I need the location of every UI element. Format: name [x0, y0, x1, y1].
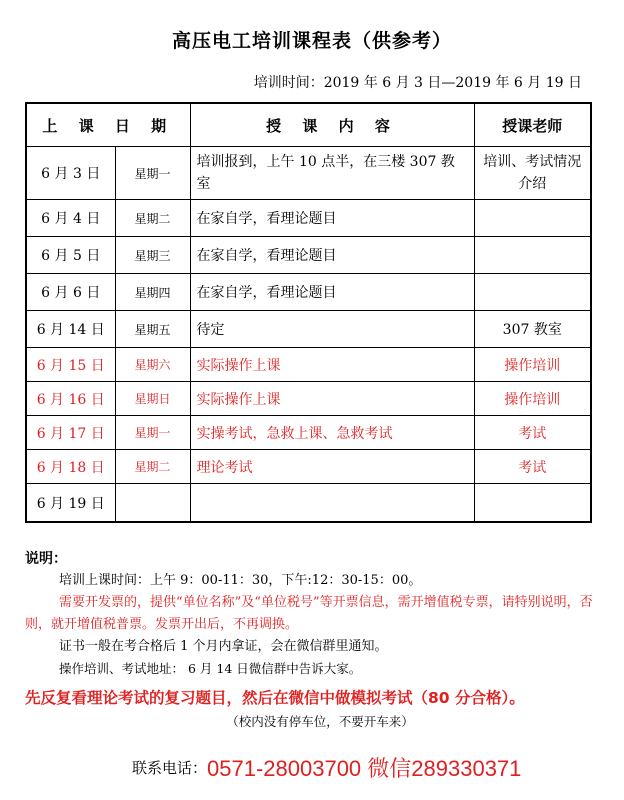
row-weekday: 星期二 [115, 450, 190, 484]
row-teacher: 操作培训 [474, 382, 591, 416]
row-date: 6 月 16 日 [26, 382, 115, 416]
row-weekday: 星期四 [115, 274, 190, 311]
row-date: 6 月 5 日 [26, 237, 115, 274]
table-row [26, 450, 591, 484]
row-date: 6 月 6 日 [26, 274, 115, 311]
header-teacher: 授课老师 [474, 103, 591, 147]
table-row [26, 382, 591, 416]
row-date: 6 月 14 日 [26, 311, 115, 348]
row-content: 在家自学，看理论题目 [190, 237, 474, 274]
row-weekday: 星期一 [115, 147, 190, 200]
row-teacher [474, 200, 591, 237]
row-weekday: 星期三 [115, 237, 190, 274]
table-row [26, 311, 591, 348]
table-row [26, 348, 591, 382]
page-title: 高压电工培训课程表（供参考） [171, 30, 452, 52]
note-certificate: 证书一般在考合格后 1 个月内拿证，会在微信群里通知。 [59, 639, 388, 654]
row-weekday [115, 484, 190, 523]
table-header-row [26, 103, 591, 147]
table-row [26, 274, 591, 311]
row-content: 培训报到，上午 10 点半，在三楼 307 教室 [190, 147, 474, 200]
table-row [26, 416, 591, 450]
notes-section [25, 548, 615, 733]
row-date: 6 月 4 日 [26, 200, 115, 237]
row-teacher: 考试 [474, 450, 591, 484]
header-content: 授 课 内 容 [190, 103, 474, 147]
row-weekday: 星期二 [115, 200, 190, 237]
row-weekday: 星期六 [115, 348, 190, 382]
notes-heading: 说明： [25, 551, 67, 567]
note-class-time: 培训上课时间：上午 9：00-11：30，下午:12：30-15：00。 [59, 573, 422, 588]
row-content: 理论考试 [190, 450, 474, 484]
contact-line [132, 752, 521, 783]
table-row [26, 484, 591, 523]
row-content: 在家自学，看理论题目 [190, 200, 474, 237]
row-teacher: 307 教室 [474, 311, 591, 348]
contact-label: 联系电话： [132, 759, 208, 777]
row-content [190, 484, 474, 523]
training-period: 培训时间：2019 年 6 月 3 日—2019 年 6 月 19 日 [253, 75, 582, 91]
row-date: 6 月 3 日 [26, 147, 115, 200]
note-invoice: 需要开发票的，提供“单位名称”及“单位税号”等开票信息，需开增值税专票，请特别说明，否则，就开增值税普票。发票开出后，不再调换。 [25, 595, 593, 632]
row-teacher [474, 274, 591, 311]
schedule-table [25, 102, 592, 523]
header-date: 上 课 日 期 [26, 103, 190, 147]
row-weekday: 星期一 [115, 416, 190, 450]
row-date: 6 月 15 日 [26, 348, 115, 382]
row-teacher: 培训、考试情况介绍 [474, 147, 591, 200]
row-content: 实际操作上课 [190, 348, 474, 382]
row-content: 实操考试，急救上课、急救考试 [190, 416, 474, 450]
row-weekday: 星期五 [115, 311, 190, 348]
row-date: 6 月 17 日 [26, 416, 115, 450]
row-teacher: 考试 [474, 416, 591, 450]
table-row [26, 147, 591, 200]
contact-phone: 0571-28003700 微信289330371 [207, 756, 522, 781]
row-content: 实际操作上课 [190, 382, 474, 416]
note-exam-address: 操作培训、考试地址： 6 月 14 日微信群中告诉大家。 [59, 661, 362, 676]
note-review-advice: 先反复看理论考试的复习题目，然后在微信中做模拟考试（80 分合格）。 [25, 689, 525, 707]
row-date: 6 月 19 日 [26, 484, 115, 523]
row-teacher [474, 237, 591, 274]
row-teacher [474, 484, 591, 523]
row-content: 在家自学，看理论题目 [190, 274, 474, 311]
row-teacher: 操作培训 [474, 348, 591, 382]
row-content: 待定 [190, 311, 474, 348]
table-row [26, 200, 591, 237]
table-row [26, 237, 591, 274]
row-weekday: 星期日 [115, 382, 190, 416]
note-parking: （校内没有停车位，不要开车来） [226, 714, 414, 729]
row-date: 6 月 18 日 [26, 450, 115, 484]
